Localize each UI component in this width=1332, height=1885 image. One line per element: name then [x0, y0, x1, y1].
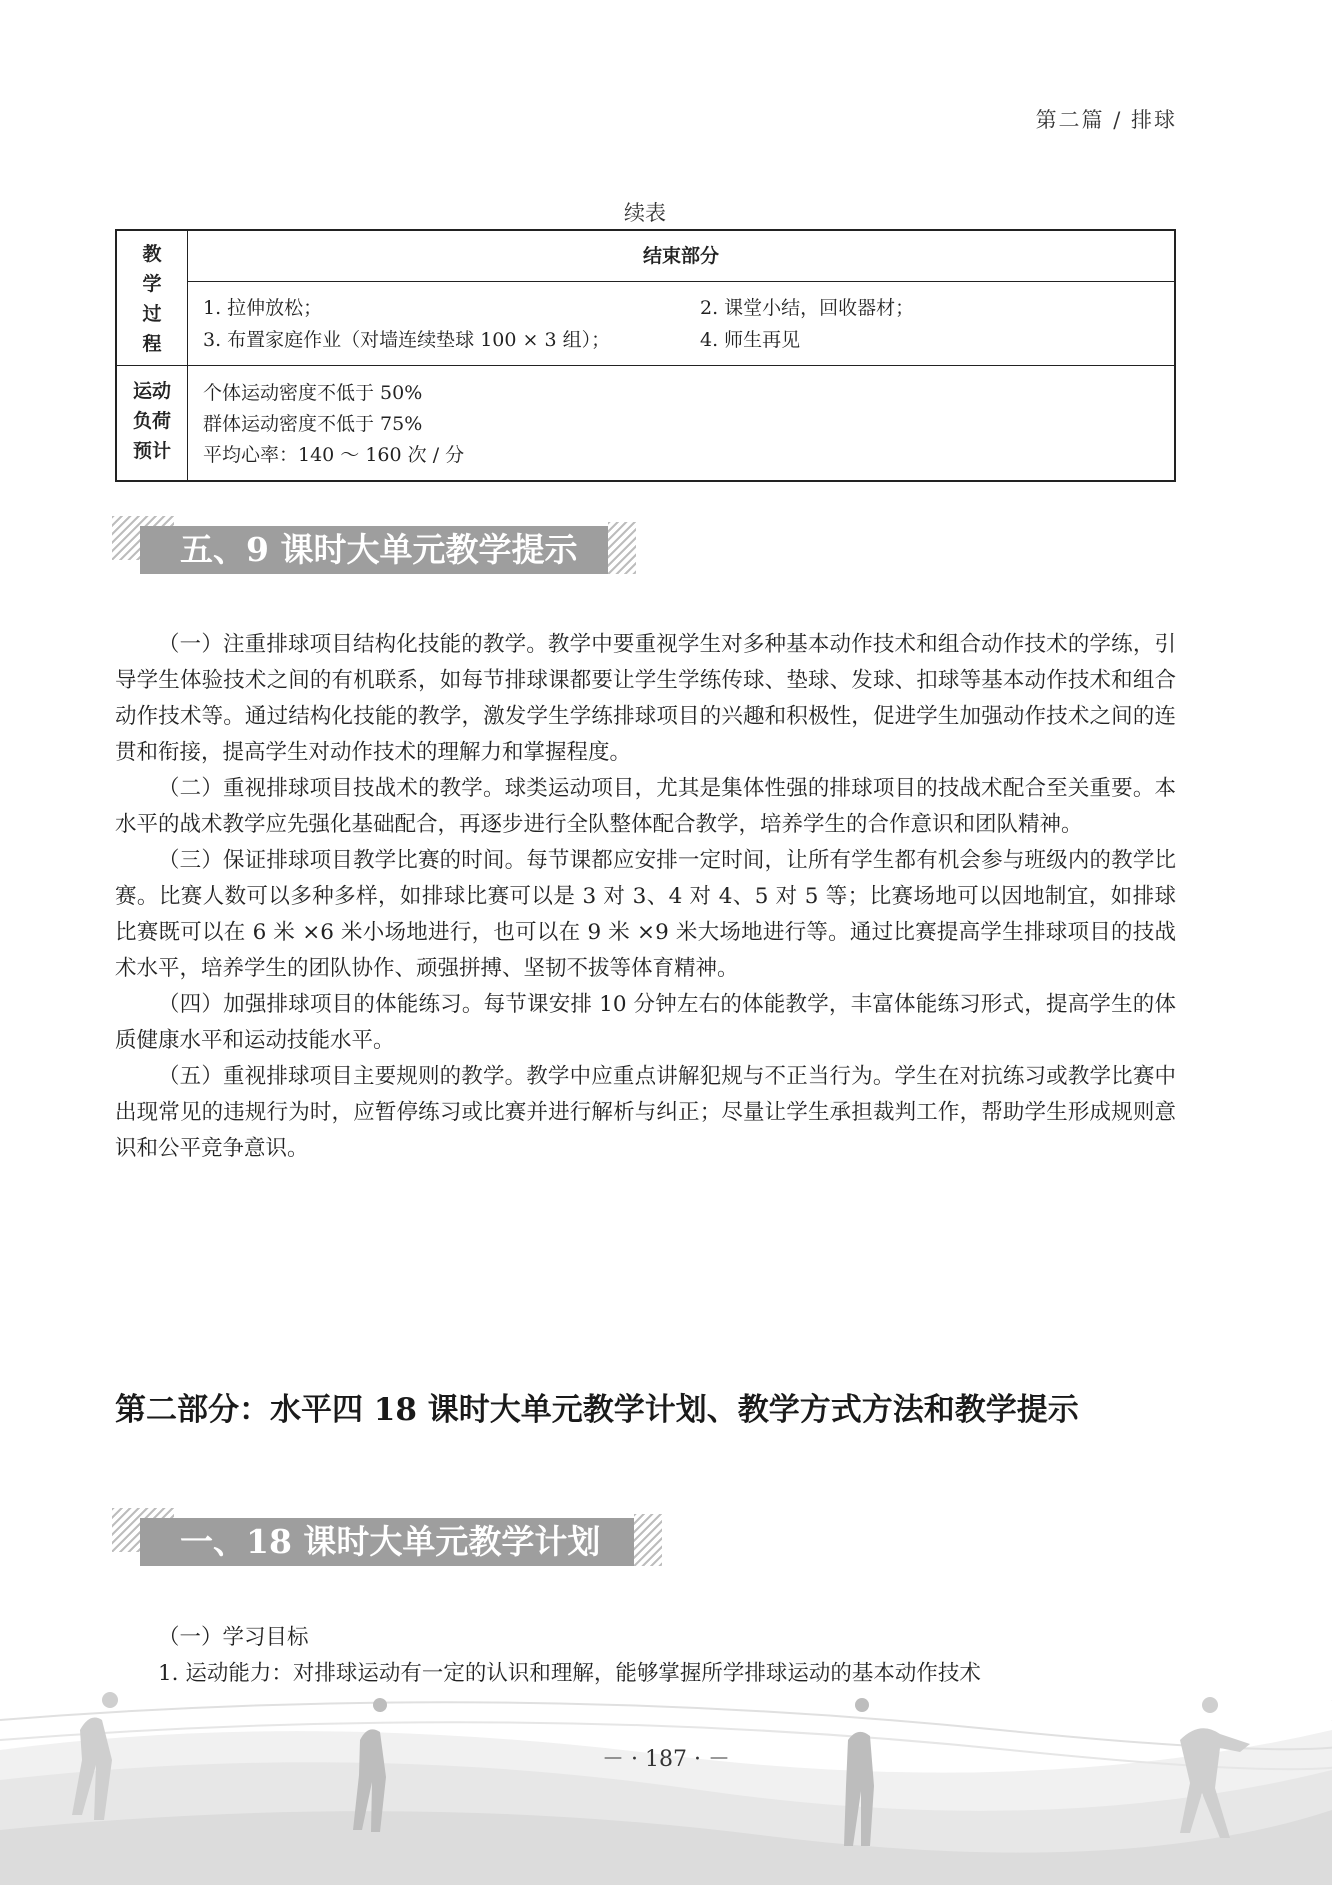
learning-goal-1: 1. 运动能力：对排球运动有一定的认识和理解，能够掌握所学排球运动的基本动作技术: [158, 1661, 981, 1686]
teaching-plan-table: [115, 229, 1176, 482]
exercise-load-row: [117, 365, 1174, 480]
section1-banner: [112, 1508, 677, 1568]
load-item: 群体运动密度不低于 75%: [203, 413, 423, 435]
learning-goals-heading: （一）学习目标: [158, 1625, 309, 1650]
teaching-process-row: [117, 231, 1174, 365]
paragraph: （五）重视排球项目主要规则的教学。教学中应重点讲解犯规与不正当行为。学生在对抗练习或教学比赛中出现常见的违规行为时，应暂停练习或比赛并进行解析与纠正；尽量让学生承担裁判工作，帮助学生形成规则意识和公平竞争意识。: [115, 1064, 1176, 1161]
end-section-items: [188, 282, 1174, 364]
banner-hatch-decoration: [634, 1514, 662, 1566]
load-item: 个体运动密度不低于 50%: [203, 382, 423, 404]
running-head: 第二篇 / 排球: [1035, 108, 1177, 132]
end-item: 3. 布置家庭作业（对墙连续垫球 100 × 3 组）；: [203, 329, 611, 351]
section5-title: 五、9 课时大单元教学提示: [140, 526, 608, 574]
page-number: － · 187 · －: [602, 1747, 730, 1772]
paragraph: （三）保证排球项目教学比赛的时间。每节课都应安排一定时间，让所有学生都有机会参与班级内的教学比赛。比赛人数可以多种多样，如排球比赛可以是 3 对 3、4 对 4、5 对 5 等；比赛场地可以因地制宜，如排球比赛既可以在 6 米 ×6 米小场地进行，也可以在 9 米 ×9 米大场地进行等。通过比赛提高学生排球项目的技战术水平，培养学生的团队协作、顽强拼搏、坚韧不拔等体育精神。: [115, 848, 1176, 981]
exercise-load-label: [117, 366, 188, 480]
load-item: 平均心率：140 ～ 160 次 / 分: [203, 444, 465, 466]
end-section-title: 结束部分: [188, 231, 1174, 282]
end-item: 1. 拉伸放松；: [203, 297, 323, 319]
section5-body: [115, 627, 1176, 1167]
teaching-process-label-text: 教 学 过 程: [142, 243, 162, 355]
exercise-load-items: [188, 366, 1174, 480]
paragraph: （四）加强排球项目的体能练习。每节课安排 10 分钟左右的体能教学，丰富体能练习形式，提高学生的体质健康水平和运动技能水平。: [115, 992, 1176, 1053]
end-item: 2. 课堂小结，回收器材；: [700, 297, 915, 319]
end-item: 4. 师生再见: [700, 329, 801, 351]
section5-banner: [112, 516, 652, 576]
table-caption: 续表: [624, 201, 666, 225]
section1-title: 一、18 课时大单元教学计划: [140, 1518, 634, 1566]
paragraph: （一）注重排球项目结构化技能的教学。教学中要重视学生对多种基本动作技术和组合动作技术的学练，引导学生体验技术之间的有机联系，如每节排球课都要让学生学练传球、垫球、发球、扣球等基本动作技术和组合动作技术等。通过结构化技能的教学，激发学生学练排球项目的兴趣和积极性，促进学生加强动作技术之间的连贯和衔接，提高学生对动作技术的理解力和掌握程度。: [115, 632, 1176, 765]
end-section-cell: [188, 231, 1174, 365]
banner-hatch-decoration: [608, 522, 636, 574]
teaching-process-label: [117, 231, 188, 365]
exercise-load-label-text: 运动 负荷 预计: [132, 380, 171, 462]
part2-heading: 第二部分：水平四 18 课时大单元教学计划、教学方式方法和教学提示: [115, 1392, 1079, 1428]
paragraph: （二）重视排球项目技战术的教学。球类运动项目，尤其是集体性强的排球项目的技战术配合至关重要。本水平的战术教学应先强化基础配合，再逐步进行全队整体配合教学，培养学生的合作意识和团队精神。: [115, 776, 1176, 837]
